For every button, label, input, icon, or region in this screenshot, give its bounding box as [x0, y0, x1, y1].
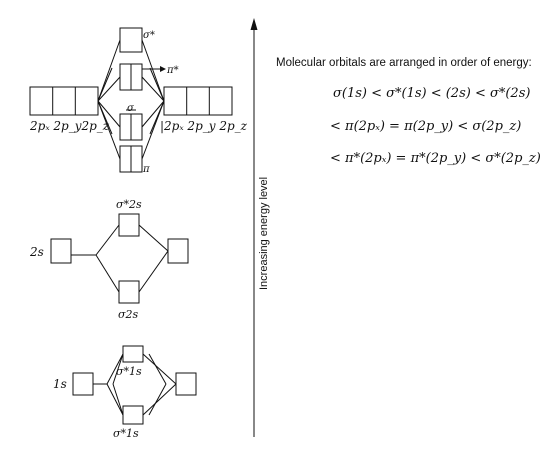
2s-orbital-block [29, 198, 188, 321]
energy-order-line-2: < π(2pₓ) = π(2p_y) < σ(2p_z) [330, 119, 522, 134]
left-2s-box [51, 239, 71, 263]
energy-order-notes [276, 57, 541, 166]
left-2p-label: 2pₓ 2p_y2p_z [30, 119, 110, 133]
right-1s-box [176, 373, 196, 395]
left-1s-box [73, 373, 93, 395]
sigma-star-2p-box [120, 28, 142, 52]
p-orbital-block [29, 28, 248, 175]
energy-axis-label: Increasing energy level [258, 176, 270, 290]
energy-axis [251, 18, 271, 437]
energy-order-line-3: < π*(2pₓ) = π*(2p_y) < σ*(2p_z) [330, 151, 541, 166]
sigma-1s-box [123, 406, 143, 424]
right-2s-box [168, 239, 188, 263]
energy-order-line-1: σ(1s) < σ*(1s) < (2s) < σ*(2s) [333, 86, 531, 101]
sigma-2p-label: σ [127, 103, 134, 114]
sigma-1s-label: σ*1s [113, 427, 139, 440]
notes-heading: Molecular orbitals are arranged in order of energy: [276, 57, 532, 69]
right-2p-orbital-boxes [164, 87, 232, 115]
left-2p-orbital-boxes [30, 87, 98, 115]
sigma-star-2s-label: σ*2s [116, 198, 142, 211]
sigma-2s-box [119, 281, 139, 303]
1s-orbital-block [53, 346, 196, 440]
left-1s-label: 1s [53, 377, 67, 391]
sigma-2s-label: σ2s [118, 308, 139, 321]
sigma-star-1s-box [123, 346, 143, 362]
sigma-star-2p-label: σ* [143, 30, 155, 41]
left-2s-label: 2s [30, 245, 44, 259]
pi-star-2p-label: π* [167, 65, 179, 76]
sigma-star-1s-label: σ*1s [116, 365, 142, 378]
right-2p-label: |2pₓ 2p_y 2p_z [160, 119, 247, 133]
sigma-star-2s-box [119, 214, 139, 236]
pi-2p-label: π [143, 164, 150, 175]
